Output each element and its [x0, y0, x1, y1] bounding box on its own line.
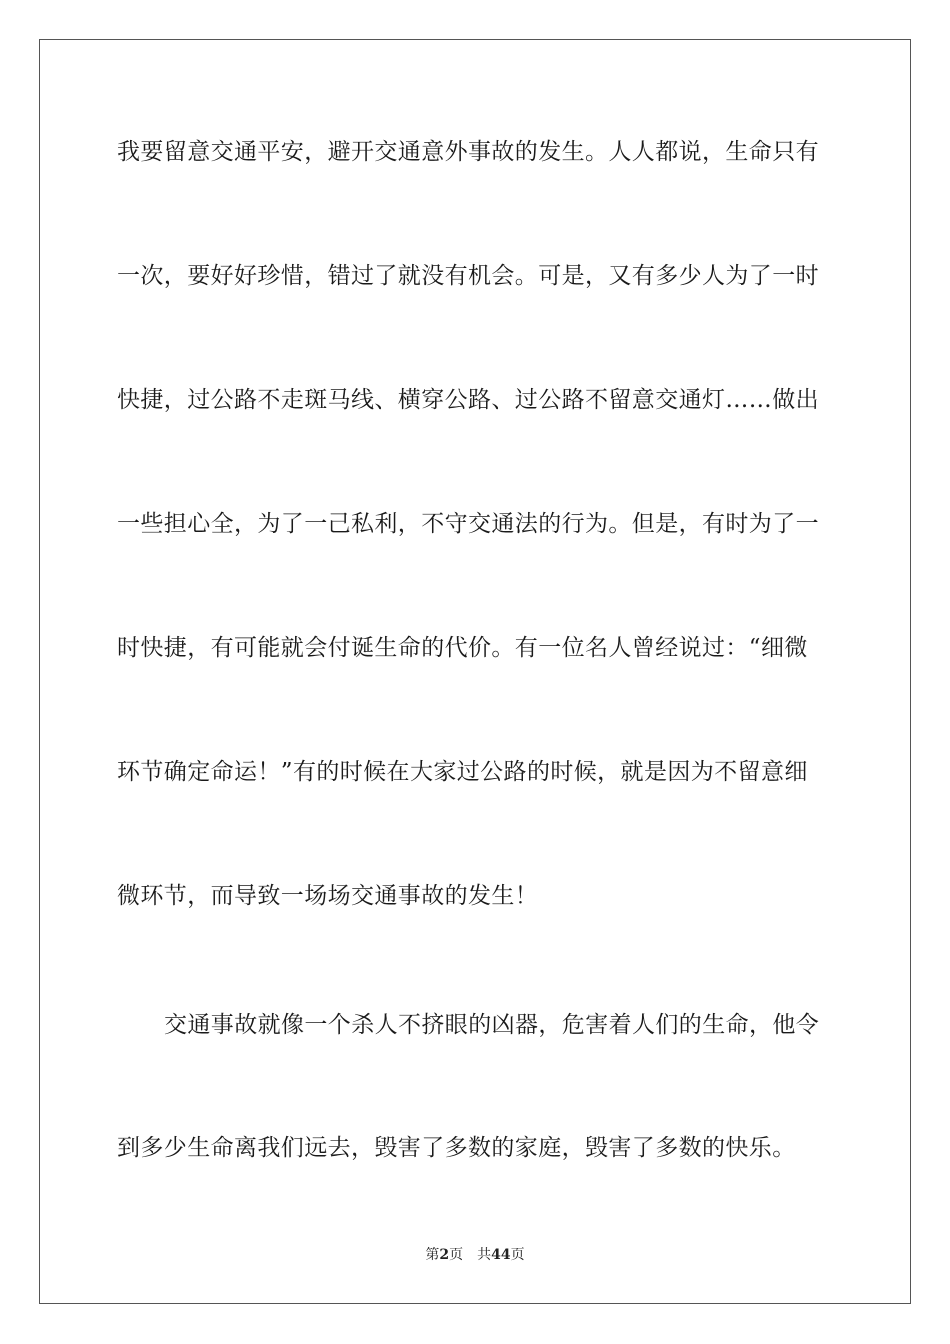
- text-line-7: 微环节，而导致一场场交通事故的发生！: [117, 883, 539, 909]
- text-line-8: 交通事故就像一个杀人不挤眼的凶器，危害着人们的生命，他令: [164, 1012, 820, 1038]
- text-line-4: 一些担心全，为了一己私利，不守交通法的行为。但是，有时为了一: [117, 511, 819, 537]
- footer-total-suffix: 页: [510, 1247, 525, 1263]
- page-border: [39, 39, 911, 1304]
- text-line-3: 快捷，过公路不走斑马线、横穿公路、过公路不留意交通灯……做出: [117, 387, 819, 413]
- footer-page-prefix: 第: [425, 1247, 440, 1263]
- text-line-2: 一次，要好好珍惜，错过了就没有机会。可是，又有多少人为了一时: [117, 263, 819, 289]
- text-line-1: 我要留意交通平安，避开交通意外事故的发生。人人都说，生命只有: [117, 139, 819, 165]
- footer-total-prefix: 共: [477, 1247, 492, 1263]
- footer-total-pages: 44: [491, 1247, 511, 1263]
- text-line-5: 时快捷，有可能就会付诞生命的代价。有一位名人曾经说过：“细微: [117, 635, 808, 661]
- text-line-6: 环节确定命运！”有的时候在大家过公路的时候，就是因为不留意细: [117, 759, 808, 785]
- footer-page-number: 2: [439, 1247, 450, 1263]
- page-footer: [0, 1246, 950, 1264]
- text-line-9: 到多少生命离我们远去，毁害了多数的家庭，毁害了多数的快乐。: [117, 1135, 796, 1161]
- footer-page-suffix: 页: [449, 1247, 464, 1263]
